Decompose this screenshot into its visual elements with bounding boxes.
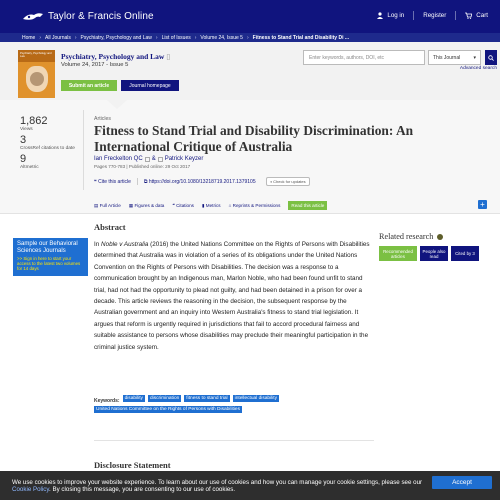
search-button[interactable]: [485, 50, 497, 65]
breadcrumb-issues[interactable]: List of Issues: [161, 34, 191, 41]
info-icon[interactable]: [437, 234, 443, 240]
cover-title: Psychiatry, Psychology and Law: [20, 52, 52, 58]
journal-cover[interactable]: [18, 50, 55, 98]
orcid-icon[interactable]: [145, 157, 150, 162]
brand-name: Taylor & Francis Online: [48, 11, 154, 22]
cookie-text-1: We use cookies to improve your website experience. To learn about our use of cookies and how you can manage your cookie settings, please see our: [12, 479, 423, 486]
abstract-text-start: In: [94, 241, 102, 248]
promo-cta: >> Sign in here to start your access to the latest two volumes for 14 days: [17, 256, 81, 271]
advanced-search-link[interactable]: Advanced search: [459, 66, 497, 71]
lock-icon: ⌂: [228, 203, 232, 208]
journal-issue: Volume 24, 2017 - Issue 5: [61, 62, 129, 68]
keywords-label: Keywords:: [94, 397, 120, 404]
keyword-tag[interactable]: discrimination: [149, 396, 180, 401]
breadcrumb-all-journals[interactable]: All Journals: [45, 34, 71, 41]
login-label: Log in: [387, 12, 405, 19]
site-logo[interactable]: [22, 11, 154, 23]
keyword-tag[interactable]: fitness to stand trial: [186, 396, 228, 401]
author-separator: &: [151, 156, 156, 162]
quote-icon: ❝: [94, 178, 97, 185]
bar-chart-icon: ▮: [201, 202, 205, 208]
breadcrumb-journal[interactable]: Psychiatry, Psychology and Law: [80, 34, 152, 41]
citations-count: 3: [20, 134, 27, 146]
doi-link[interactable]: [144, 179, 256, 185]
cart-label: Cart: [476, 12, 488, 19]
journal-bar: [0, 42, 500, 100]
cookie-policy-link[interactable]: Cookie Policy: [12, 486, 50, 493]
article-title: Fitness to Stand Trial and Disability Discrimination: An International Critique of Australia: [94, 123, 414, 154]
author-link[interactable]: Ian Freckelton QC: [94, 156, 143, 162]
site-header: [0, 0, 500, 33]
divider: [83, 110, 84, 190]
cart-icon: [465, 12, 472, 19]
divider: [455, 11, 456, 20]
tab-figures[interactable]: [129, 203, 165, 209]
abstract-text: [94, 239, 374, 353]
keyword-tag[interactable]: intellectual disability: [234, 396, 278, 401]
tab-recommended[interactable]: Recommended articles: [379, 246, 417, 261]
citations-label: CrossRef citations to date: [20, 146, 75, 151]
section-divider: [94, 440, 374, 441]
tab-full-article[interactable]: [94, 203, 121, 209]
doi-label: https://doi.org/10.1080/13218719.2017.1379105: [148, 178, 256, 185]
orcid-icon[interactable]: [158, 157, 163, 162]
breadcrumb-current: Fitness to Stand Trial and Disability Di ...: [252, 34, 350, 41]
breadcrumb-home[interactable]: Home: [22, 34, 36, 41]
tab-reprints[interactable]: [229, 203, 281, 208]
views-count: 1,862: [20, 115, 48, 127]
accept-cookies-button[interactable]: Accept: [432, 476, 492, 489]
tab-metrics[interactable]: [202, 203, 221, 209]
tab-label: Reprints & Permissions: [232, 203, 281, 208]
citation-row: [94, 177, 310, 186]
article-header: [0, 100, 500, 214]
divider: [413, 11, 414, 20]
breadcrumb-volume[interactable]: Volume 24, Issue 5: [200, 34, 243, 41]
link-icon: ⧉: [143, 178, 148, 185]
expand-plus-icon[interactable]: +: [478, 200, 487, 209]
crossmark-icon: ◑: [269, 179, 273, 184]
views-label: Views: [20, 127, 33, 132]
crossmark-label: Check for updates: [273, 179, 306, 184]
cover-art-shadow: [30, 72, 44, 86]
article-type: Articles: [94, 116, 112, 122]
cart-link[interactable]: [465, 12, 488, 19]
author-link[interactable]: Patrick Keyzer: [164, 156, 204, 162]
altmetric-count: 9: [20, 153, 27, 165]
crossmark-button[interactable]: [266, 177, 310, 186]
tab-label: Metrics: [205, 203, 221, 208]
breadcrumb: [0, 33, 500, 42]
cookie-text-2: . By closing this message, you are consenting to our use of cookies.: [49, 486, 236, 493]
submit-article-button[interactable]: Submit an article: [61, 80, 117, 91]
publication-info: Pages 770-783 | Published online: 29 Oct 2017: [94, 164, 191, 169]
related-research-heading: [379, 232, 443, 241]
chevron-down-icon: ▾: [473, 54, 476, 61]
cite-article-link[interactable]: [94, 179, 131, 185]
chevron-right-icon: ›: [39, 34, 42, 41]
account-links: [377, 11, 488, 20]
journal-bar-pointer: [107, 100, 127, 109]
login-link[interactable]: [377, 12, 404, 19]
article-metrics: [20, 116, 80, 173]
chevron-right-icon: ›: [246, 34, 249, 41]
tab-label: Figures & data: [134, 203, 165, 208]
abstract-heading: Abstract: [94, 222, 126, 232]
search-scope-select[interactable]: [428, 50, 481, 65]
open-icon: ▯: [166, 52, 171, 61]
register-label: Register: [423, 12, 447, 19]
related-research-label: Related research: [379, 232, 434, 241]
tab-cited-by[interactable]: Cited by 3: [451, 246, 479, 261]
case-name: Noble v Australia: [101, 241, 149, 248]
document-icon: ▤: [94, 202, 99, 208]
journal-homepage-button[interactable]: Journal homepage: [121, 80, 179, 91]
search-icon: [488, 55, 494, 61]
keyword-tag[interactable]: United Nations Committee on the Rights of Persons with Disabilities: [96, 407, 240, 412]
author-list: [94, 156, 203, 162]
chevron-right-icon: ›: [194, 34, 197, 41]
search-input[interactable]: Enter keywords, authors, DOI, etc: [303, 50, 425, 65]
tab-label: Full Article: [99, 203, 121, 208]
altmetric-label: Altmetric: [20, 165, 39, 170]
tab-people-also-read[interactable]: People also read: [420, 246, 448, 261]
abstract-text-body: (2016) the United Nations Committee on the Rights of Persons with Disabilities determined that Australia was in violation of a series of its obligations under the United Nations Convention on the Rights of Persons with Disabilities. The decision was a response to a communication brought by an Indigenous man, Marlon Noble, who had been found unfit to stand trial, had not had the opportunity to plead not guilty, and had been detained in a prison for over a decade. This article reviews the reasoning in the decision, the subsequent response by the Australian government and an inquiry into Western Australia's fitness to stand trial legislation. It argues that reform is urgently required in jurisdictions that fail to accord procedural fairness and suitable assistance to persons whose disabilities may preclude their meaningful participation in the criminal justice system.: [94, 241, 370, 351]
promo-title: Sample our Behavioral Sciences Journals: [17, 241, 78, 254]
tab-citations[interactable]: [172, 203, 194, 209]
image-icon: ▦: [128, 202, 134, 208]
chevron-right-icon: ›: [155, 34, 158, 41]
register-link[interactable]: [423, 12, 446, 19]
user-icon: [377, 12, 383, 19]
related-tabs: [379, 246, 482, 261]
keyword-tag[interactable]: disability: [124, 396, 143, 401]
cookie-text: [12, 479, 432, 493]
tab-label: Citations: [176, 203, 194, 208]
quote-icon: ❝: [172, 202, 175, 208]
journal-title-text: Psychiatry, Psychology and Law: [61, 52, 165, 61]
keywords: [94, 395, 374, 417]
journal-title[interactable]: [61, 52, 170, 61]
logo-icon: [22, 11, 44, 23]
cite-label: Cite this article: [98, 178, 131, 185]
tab-read-article[interactable]: Read this article: [288, 201, 327, 210]
article-tabs: [94, 201, 327, 210]
search-scope-value: This Journal: [433, 54, 461, 61]
cookie-banner: [0, 471, 500, 500]
divider: [137, 178, 138, 185]
disclosure-heading: Disclosure Statement: [94, 460, 171, 470]
promo-banner[interactable]: [13, 238, 88, 276]
chevron-right-icon: ›: [74, 34, 77, 41]
